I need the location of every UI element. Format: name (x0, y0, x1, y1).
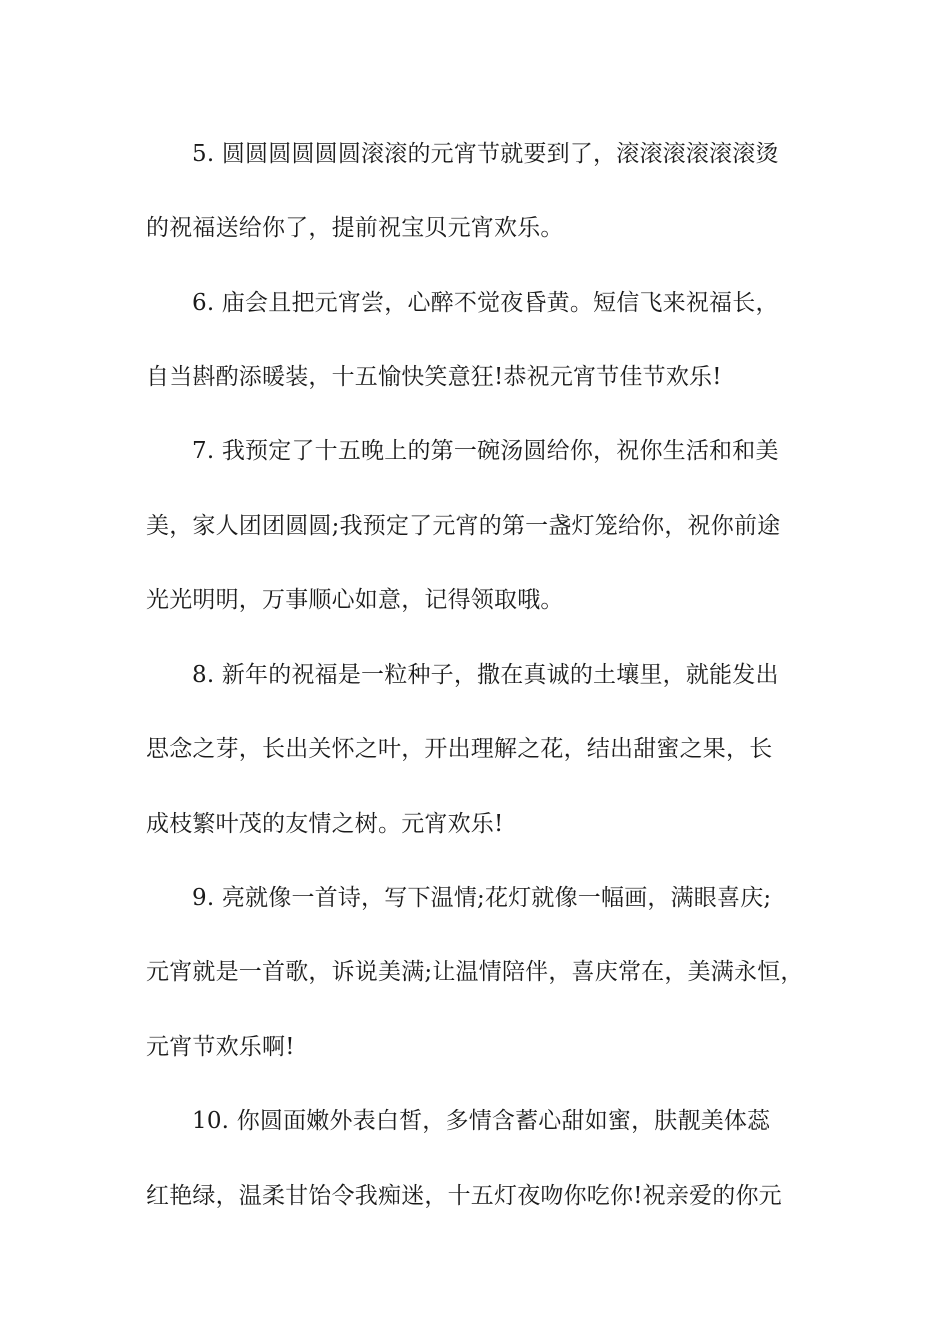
paragraph-8-line-2: 思念之芽，长出关怀之叶，开出理解之花，结出甜蜜之果，长 (146, 736, 773, 762)
paragraph-7-line-3: 光光明明，万事顺心如意，记得领取哦。 (146, 587, 564, 613)
paragraph-10-line-2: 红艳绿，温柔甘饴令我痴迷，十五灯夜吻你吃你!祝亲爱的你元 (146, 1183, 782, 1209)
paragraph-9-line-3: 元宵节欢乐啊! (146, 1034, 295, 1060)
paragraph-6-line-1: 6. 庙会且把元宵尝，心醉不觉夜昏黄。短信飞来祝福长， (192, 290, 779, 316)
paragraph-5-line-1: 5. 圆圆圆圆圆圆滚滚的元宵节就要到了，滚滚滚滚滚滚烫 (192, 141, 779, 167)
paragraph-10-line-1: 10. 你圆面嫩外表白皙，多情含蓄心甜如蜜，肤靓美体蕊 (192, 1108, 771, 1134)
paragraph-5-line-2: 的祝福送给你了，提前祝宝贝元宵欢乐。 (146, 215, 564, 241)
paragraph-9-line-2: 元宵就是一首歌，诉说美满;让温情陪伴，喜庆常在，美满永恒， (146, 959, 804, 985)
paragraph-9-line-1: 9. 亮就像一首诗，写下温情;花灯就像一幅画，满眼喜庆; (192, 885, 772, 911)
paragraph-7-line-1: 7. 我预定了十五晚上的第一碗汤圆给你，祝你生活和和美 (192, 438, 779, 464)
paragraph-8-line-3: 成枝繁叶茂的友情之树。元宵欢乐! (146, 811, 504, 837)
paragraph-7-line-2: 美，家人团团圆圆;我预定了元宵的第一盏灯笼给你，祝你前途 (146, 513, 781, 539)
paragraph-8-line-1: 8. 新年的祝福是一粒种子，撒在真诚的土壤里，就能发出 (192, 662, 779, 688)
paragraph-6-line-2: 自当斟酌添暖装，十五愉快笑意狂!恭祝元宵节佳节欢乐! (146, 364, 722, 390)
